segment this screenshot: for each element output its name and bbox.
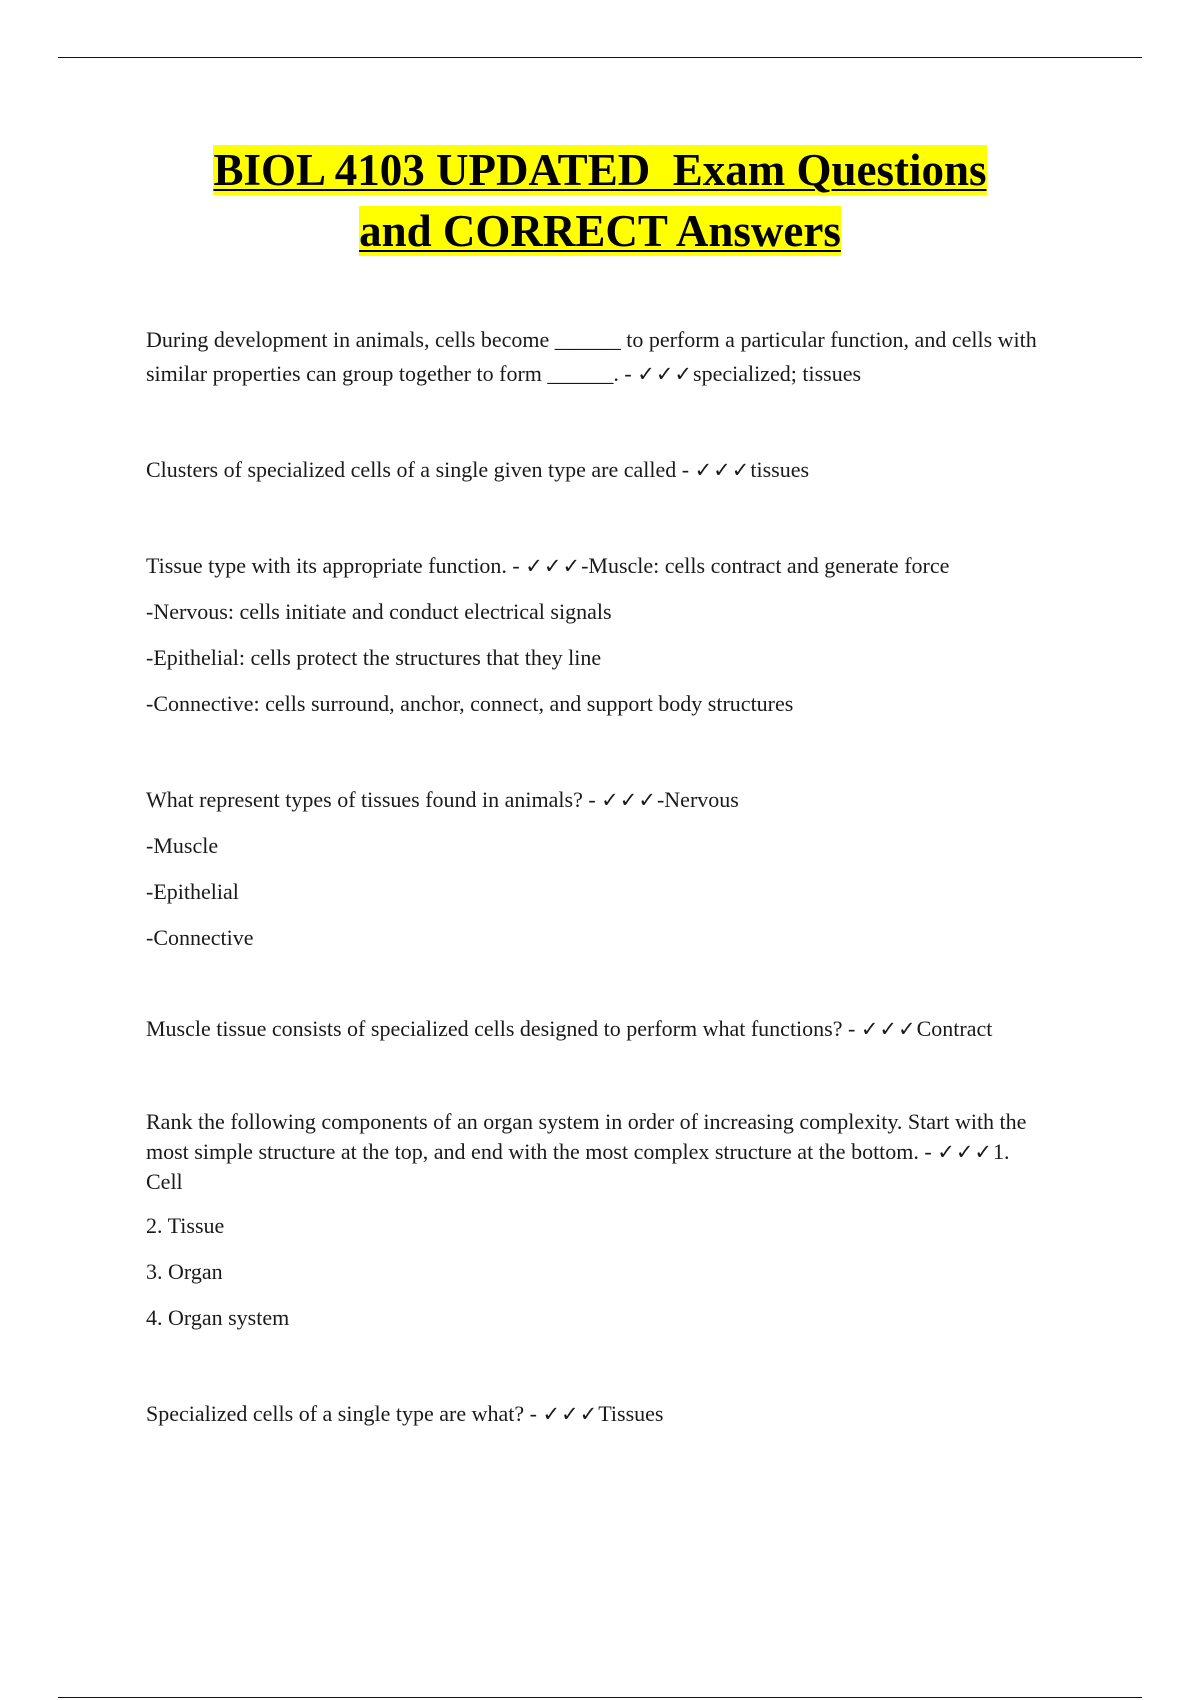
answer-line: -Nervous: cells initiate and conduct electrical signals — [146, 599, 612, 624]
qa-item — [146, 1013, 1046, 1045]
answer-text: Tissues — [598, 1401, 664, 1426]
answer-line: -Muscle — [146, 833, 219, 858]
answer-line: -Connective — [146, 925, 254, 950]
answer-text: tissues — [750, 457, 810, 482]
answer-line: -Connective: cells surround, anchor, connect, and support body structures — [146, 691, 794, 716]
question-text: Specialized cells of a single type are what? - — [146, 1401, 543, 1426]
answer-text: Contract — [916, 1016, 993, 1041]
qa-list — [146, 323, 1046, 1431]
question-text: Rank the following components of an organ system in order of increasing complexity. Start with the most simple structure at the top, and end with the most complex structure at the bottom. - — [146, 1109, 1027, 1164]
checkmark-icon: ✓✓✓ — [542, 1402, 599, 1426]
qa-item — [146, 1107, 1046, 1197]
checkmark-icon: ✓✓✓ — [937, 1140, 994, 1164]
question-text: Tissue type with its appropriate function. - — [146, 553, 526, 578]
question-text: Clusters of specialized cells of a single given type are called - — [146, 457, 695, 482]
bottom-rule — [58, 1697, 1142, 1698]
checkmark-icon: ✓✓✓ — [525, 554, 582, 578]
answer-text: -Nervous — [656, 787, 739, 812]
qa-item — [146, 783, 1046, 817]
title-line-2: and CORRECT Answers — [359, 206, 841, 256]
answer-line: 3. Organ — [146, 1259, 223, 1284]
qa-item — [146, 549, 1046, 583]
page-title — [0, 140, 1200, 262]
answer-line: 4. Organ system — [146, 1305, 290, 1330]
question-text: What represent types of tissues found in animals? - — [146, 787, 602, 812]
answer-text: 1. Cell — [146, 1139, 1010, 1194]
answer-text: specialized; tissues — [693, 361, 862, 386]
checkmark-icon: ✓✓✓ — [860, 1017, 917, 1041]
question-text: During development in animals, cells become ______ to perform a particular function, and cells with similar properties can group together to form ______. - — [146, 327, 1037, 386]
title-line-1: BIOL 4103 UPDATED Exam Questions — [213, 145, 987, 195]
checkmark-icon: ✓✓✓ — [637, 362, 694, 386]
answer-line: -Epithelial: cells protect the structures that they line — [146, 645, 602, 670]
answer-text: -Muscle: cells contract and generate force — [581, 553, 950, 578]
answer-line: 2. Tissue — [146, 1213, 225, 1238]
checkmark-icon: ✓✓✓ — [601, 788, 657, 812]
answer-line: -Epithelial — [146, 879, 239, 904]
qa-item — [146, 1397, 1046, 1431]
qa-item — [146, 323, 1046, 391]
qa-item — [146, 453, 1046, 487]
checkmark-icon: ✓✓✓ — [694, 458, 751, 482]
question-text: Muscle tissue consists of specialized cells designed to perform what functions? - — [146, 1016, 861, 1041]
top-rule — [58, 57, 1142, 58]
